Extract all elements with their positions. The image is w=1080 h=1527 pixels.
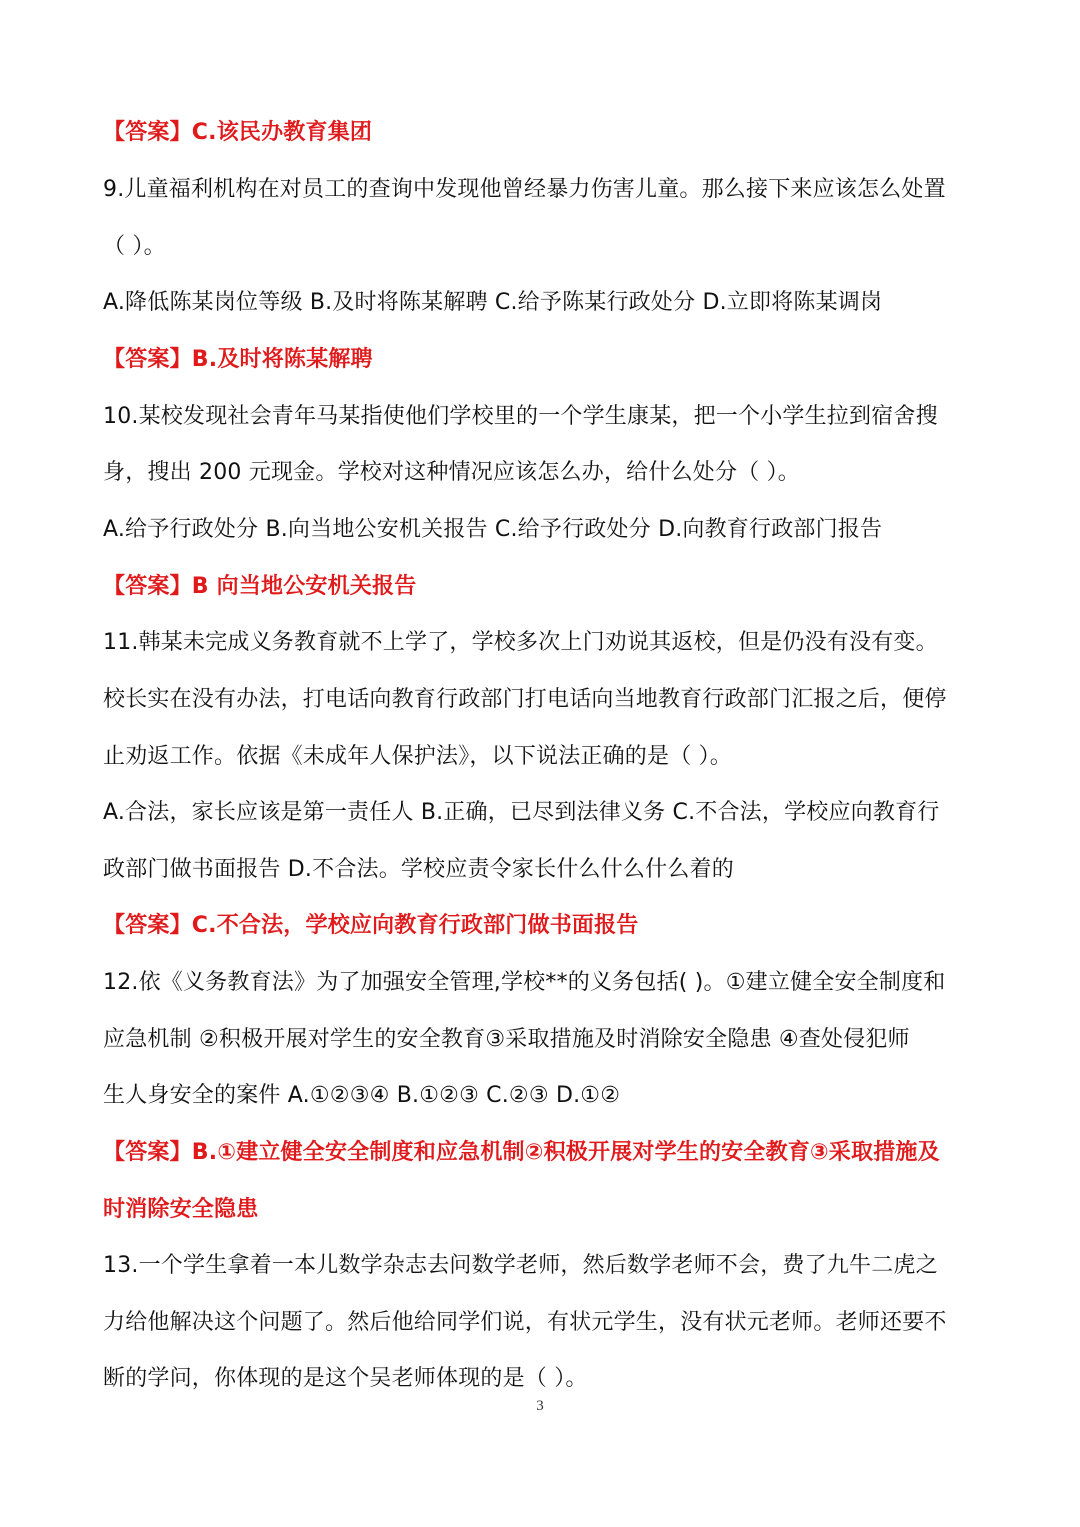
question-9-options: A.降低陈某岗位等级 B.及时将陈某解聘 C.给予陈某行政处分 D.立即将陈某调岗 (103, 290, 883, 315)
page-number: 3 (536, 1398, 544, 1414)
question-11-options-line-1: A.合法，家长应该是第一责任人 B.正确，已尽到法律义务 C.不合法，学校应向教育行 (103, 800, 940, 825)
question-10-options: A.给予行政处分 B.向当地公安机关报告 C.给予行政处分 D.向教育行政部门报告 (103, 517, 883, 542)
question-9-line-1: 9.儿童福利机构在对员工的查询中发现他曾经暴力伤害儿童。那么接下来应该怎么处置 (103, 177, 946, 202)
answer-line: 【答案】C.不合法，学校应向教育行政部门做书面报告 (103, 913, 639, 938)
question-11-line-3: 止劝返工作。依据《未成年人保护法》，以下说法正确的是（ ）。 (103, 744, 732, 769)
answer-line: 【答案】B.①建立健全安全制度和应急机制②积极开展对学生的安全教育③采取措施及 (103, 1140, 940, 1165)
answer-line: 【答案】B 向当地公安机关报告 (103, 574, 417, 599)
question-11-line-2: 校长实在没有办法，打电话向教育行政部门打电话向当地教育行政部门汇报之后，便停 (103, 687, 947, 712)
question-13-line-2: 力给他解决这个问题了。然后他给同学们说，有状元学生，没有状元老师。老师还要不 (103, 1310, 947, 1335)
question-11-options-line-2: 政部门做书面报告 D.不合法。学校应责令家长什么什么什么着的 (103, 857, 734, 882)
answer-line: 【答案】B.及时将陈某解聘 (103, 347, 373, 372)
question-12-line-1: 12.依《义务教育法》为了加强安全管理,学校**的义务包括( )。①建立健全安全制度和 (103, 970, 946, 995)
question-9-line-2: （ ）。 (103, 234, 166, 259)
question-10-line-1: 10.某校发现社会青年马某指使他们学校里的一个学生康某，把一个小学生拉到宿舍搜 (103, 404, 938, 429)
question-11-line-1: 11.韩某未完成义务教育就不上学了，学校多次上门劝说其返校，但是仍没有没有变。 (103, 630, 938, 655)
question-13-line-3: 断的学问，你体现的是这个吴老师体现的是（ ）。 (103, 1366, 588, 1391)
question-12-line-2: 应急机制 ②积极开展对学生的安全教育③采取措施及时消除安全隐患 ④查处侵犯师 (103, 1027, 910, 1052)
question-10-line-2: 身，搜出 200 元现金。学校对这种情况应该怎么办，给什么处分（ ）。 (103, 460, 800, 485)
answer-line: 【答案】C.该民办教育集团 (103, 120, 373, 145)
answer-line-continued: 时消除安全隐患 (103, 1197, 259, 1222)
question-13-line-1: 13.一个学生拿着一本儿数学杂志去问数学老师，然后数学老师不会，费了九牛二虎之 (103, 1253, 938, 1278)
question-12-line-3: 生人身安全的案件 A.①②③④ B.①②③ C.②③ D.①② (103, 1083, 621, 1108)
